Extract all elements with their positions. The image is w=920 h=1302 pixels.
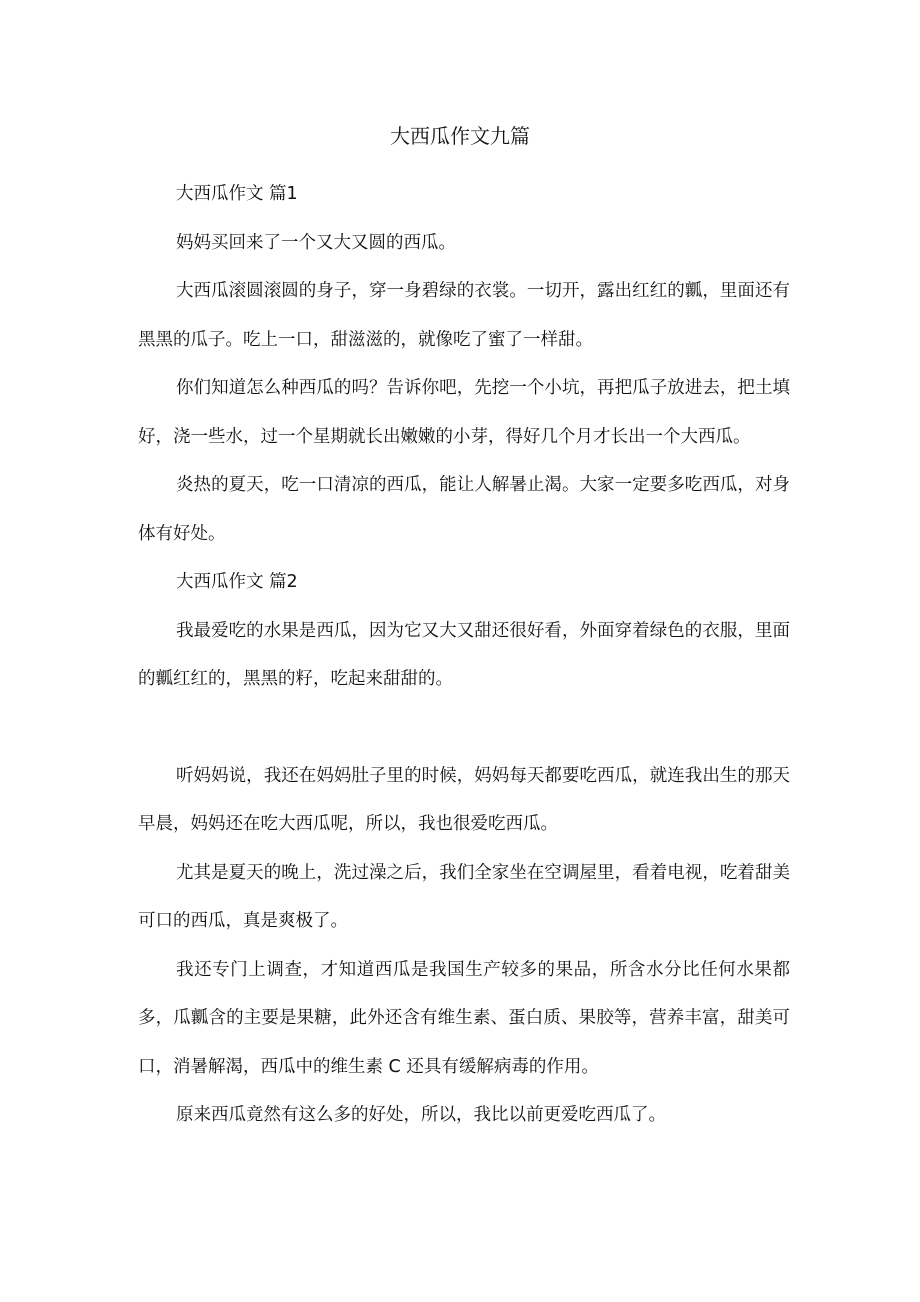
- section-heading-2: 大西瓜作文 篇2: [176, 572, 298, 592]
- paragraph: 大西瓜滚圆滚圆的身子，穿一身碧绿的衣裳。一切开，露出红红的瓤，里面还有黑黑的瓜子。吃上一口，甜滋滋的，就像吃了蜜了一样甜。: [138, 281, 790, 350]
- document-title: 大西瓜作文九篇: [390, 124, 530, 148]
- blank-line: [138, 704, 790, 752]
- paragraph: 妈妈买回来了一个又大又圆的西瓜。: [176, 232, 456, 253]
- paragraph: 听妈妈说，我还在妈妈肚子里的时候，妈妈每天都要吃西瓜，就连我出生的那天早晨，妈妈还在吃大西瓜呢，所以，我也很爱吃西瓜。: [138, 765, 790, 834]
- section-heading-1: 大西瓜作文 篇1: [176, 184, 298, 204]
- document-body: [138, 170, 790, 1140]
- paragraph: 我还专门上调查，才知道西瓜是我国生产较多的果品，所含水分比任何水果都多，瓜瓤含的主要是果糖，此外还含有维生素、蛋白质、果胶等，营养丰富，甜美可口，消暑解渴，西瓜中的维生素 C 还具有缓解病毒的作用。: [138, 959, 790, 1077]
- paragraph: 原来西瓜竟然有这么多的好处，所以，我比以前更爱吃西瓜了。: [176, 1105, 666, 1125]
- paragraph: 我最爱吃的水果是西瓜，因为它又大又甜还很好看，外面穿着绿色的衣服，里面的瓤红红的，黑黑的籽，吃起来甜甜的。: [138, 620, 790, 689]
- paragraph: 炎热的夏天，吃一口清凉的西瓜，能让人解暑止渴。大家一定要多吃西瓜，对身体有好处。: [138, 475, 790, 544]
- paragraph: 你们知道怎么种西瓜的吗？告诉你吧，先挖一个小坑，再把瓜子放进去，把土填好，浇一些水，过一个星期就长出嫩嫩的小芽，得好几个月才长出一个大西瓜。: [138, 378, 790, 447]
- paragraph: 尤其是夏天的晚上，洗过澡之后，我们全家坐在空调屋里，看着电视，吃着甜美可口的西瓜，真是爽极了。: [138, 862, 790, 931]
